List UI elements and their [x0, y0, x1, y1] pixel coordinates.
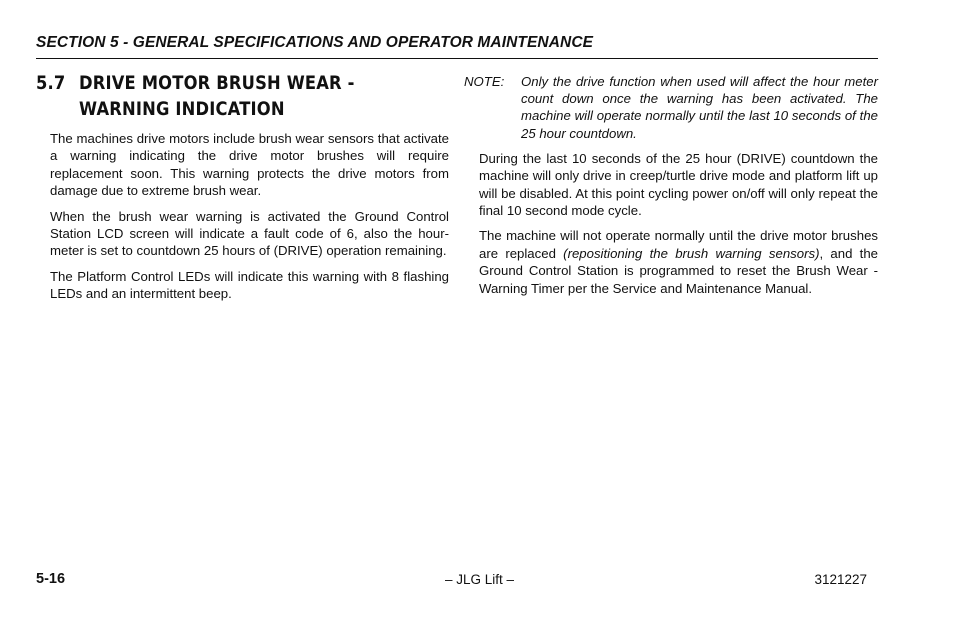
section-heading	[36, 70, 451, 122]
document-number: 3121227	[814, 572, 867, 587]
paragraph-italic-text: (repositioning the brush warning sensors)	[563, 245, 820, 261]
body-paragraph	[479, 227, 878, 297]
section-number: 5.7	[36, 72, 66, 94]
note-block	[464, 73, 878, 142]
body-paragraph: The machines drive motors include brush wear sensors that activate a warning indicating the drive motor brushes will require replacement soon. This warning protects the drive motors from damage due to extreme brush wear.	[50, 131, 449, 199]
body-paragraph: During the last 10 seconds of the 25 hour (DRIVE) countdown the machine will only drive in creep/turtle drive mode and platform lift up will be disabled. At this point cycling power on/off will only repeat the final 10 second mode cycle.	[479, 150, 878, 219]
footer-title: – JLG Lift –	[444, 572, 515, 587]
body-paragraph: The Platform Control LEDs will indicate this warning with 8 flashing LEDs and an intermittent beep.	[50, 268, 449, 302]
page-number: 5-16	[36, 571, 66, 587]
paragraph-text: The machine will not operate normally until the drive motor brushes are replaced	[479, 228, 878, 261]
header-divider	[36, 58, 878, 59]
note-text: Only the drive function when used will affect the hour meter count down once the warning has been activated. The machine will operate normally until the last 10 seconds of the 25 hour countdown.	[521, 74, 878, 141]
note-label: NOTE:	[464, 74, 505, 89]
section-header: SECTION 5 - GENERAL SPECIFICATIONS AND OPERATOR MAINTENANCE	[36, 34, 594, 51]
section-title: DRIVE MOTOR BRUSH WEAR - WARNING INDICATION	[79, 72, 355, 120]
right-column	[464, 73, 878, 305]
left-column	[36, 70, 450, 311]
paragraph-text: , and the Ground Control Station is programmed to reset the Brush Wear - Warning Timer per the Service and Maintenance Manual.	[479, 245, 878, 296]
body-paragraph: When the brush wear warning is activated the Ground Control Station LCD screen will indicate a fault code of 6, also the hour-meter is set to countdown 25 hours of (DRIVE) operation remaining.	[50, 208, 449, 259]
